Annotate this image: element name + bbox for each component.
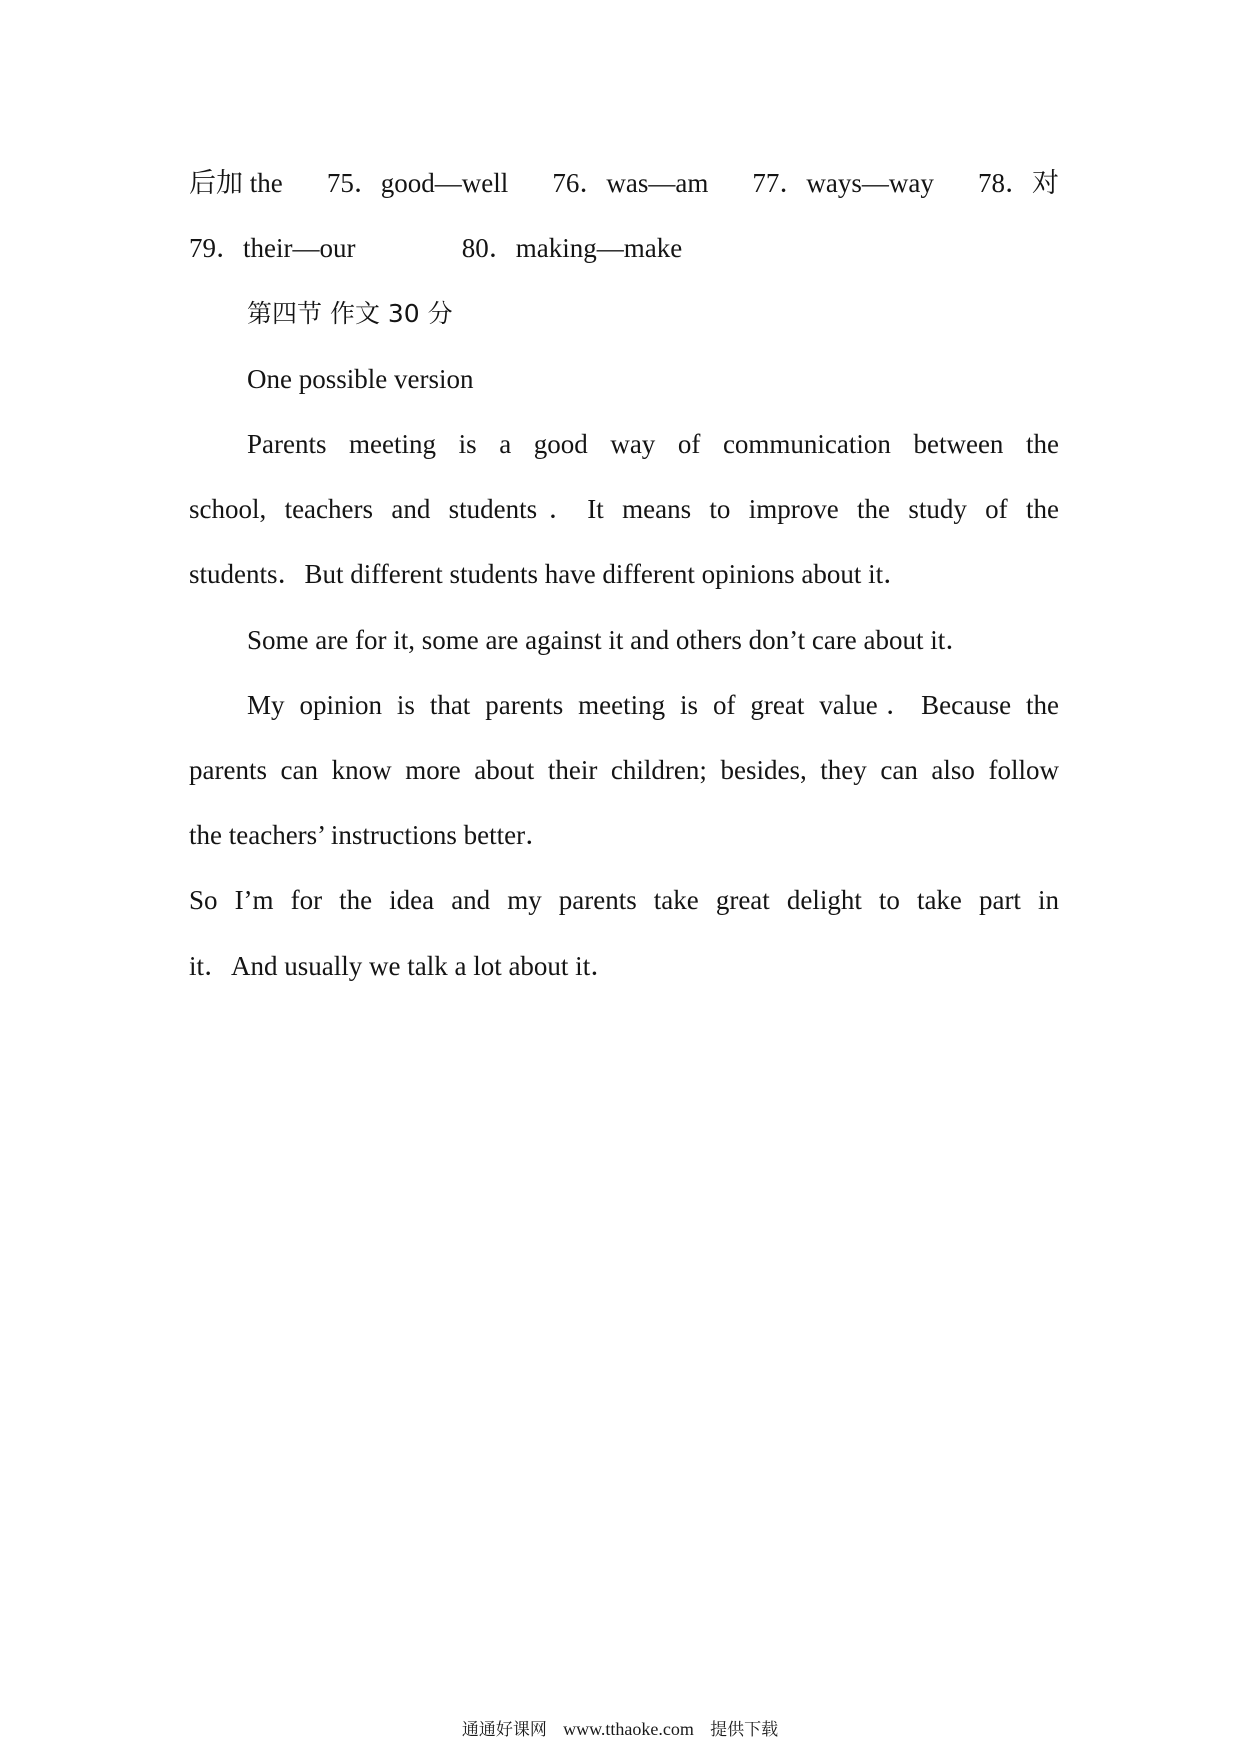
answer-line-1 (189, 163, 1059, 203)
answer-item: 75．good—well (326, 168, 509, 198)
essay-line: it．And usually we talk a lot about it． (189, 951, 618, 981)
answer-item: 76．was—am (552, 168, 709, 198)
essay-line: students．But different students have different opinions about it． (189, 559, 911, 589)
version-label: One possible version (247, 364, 474, 394)
essay-line: Some are for it, some are against it and others don’t care about it． (247, 625, 973, 655)
answer-item: 77．ways—way (752, 168, 934, 198)
section-heading: 第四节 作文 30 分 (247, 299, 453, 328)
essay-line: So I’m for the idea and my parents take great delight to take part in (189, 885, 1059, 915)
footer-site-name: 通通好课网 (461, 1720, 547, 1740)
essay-line: My opinion is that parents meeting is of great value．Because the (247, 690, 1059, 720)
answer-line-2 (189, 228, 1059, 268)
essay-line: school, teachers and students．It means to improve the study of the (189, 494, 1059, 524)
essay-line: the teachers’ instructions better． (189, 820, 553, 850)
answer-item: 80．making—make (461, 233, 683, 263)
footer-suffix: 提供下载 (710, 1720, 779, 1740)
footer-url[interactable]: www.tthaoke.com (563, 1719, 694, 1739)
essay-line: Parents meeting is a good way of communication between the (247, 429, 1059, 459)
essay-line: parents can know more about their children; besides, they can also follow (189, 755, 1059, 785)
answer-item: 后加 the (189, 168, 283, 198)
page-footer (0, 1717, 1240, 1742)
answer-item: 78．对 (977, 168, 1059, 198)
answer-item: 79．their—our (189, 233, 356, 263)
